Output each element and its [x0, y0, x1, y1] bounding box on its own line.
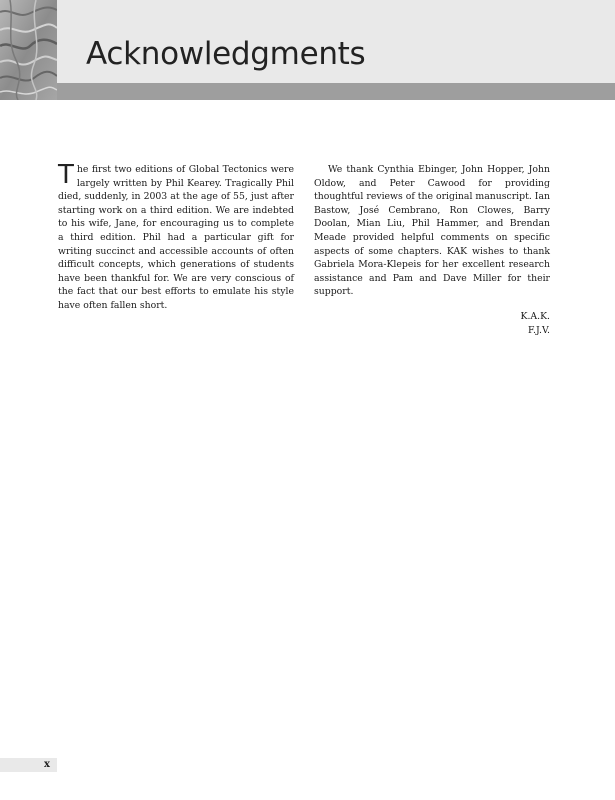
left-paragraph	[58, 160, 294, 313]
signatures	[314, 310, 550, 337]
page-title: Acknowledgments	[86, 36, 366, 72]
signature-fjv: F.J.V.	[528, 324, 550, 336]
signature-kak: K.A.K.	[520, 310, 550, 322]
header-stripe	[0, 83, 615, 100]
right-column	[314, 163, 550, 337]
page-number: x	[44, 759, 50, 770]
drop-cap: T	[58, 160, 74, 190]
right-paragraph: We thank Cynthia Ebinger, John Hopper, John Oldow, and Peter Cawood for providing thoughtful reviews of the original manuscript. Ian Bastow, José Cembrano, Ron Clowes, Barry Doolan, Mian Liu, Phil Hammer, and Brendan Meade provided helpful comments on specific aspects of some chapters. KAK wishes to thank Gabriela Mora-Klepeis for her excellent research assistance and Pam and Dave Miller for their support.	[314, 164, 550, 298]
left-paragraph-text: he first two editions of Global Tectonics were largely written by Phil Kearey. Tragically Phil died, suddenly, in 2003 at the age of 55, just after starting work on a third edition. We are indebted to his wife, Jane, for encouraging us to complete a third edition. Phil had a particular gift for writing succinct and accessible accounts of often difficult concepts, which generations of students have been thankful for. We are very conscious of the fact that our best efforts to emulate his style have often fallen short.	[58, 164, 294, 311]
corner-texture-image	[0, 0, 57, 100]
left-column	[58, 160, 294, 313]
